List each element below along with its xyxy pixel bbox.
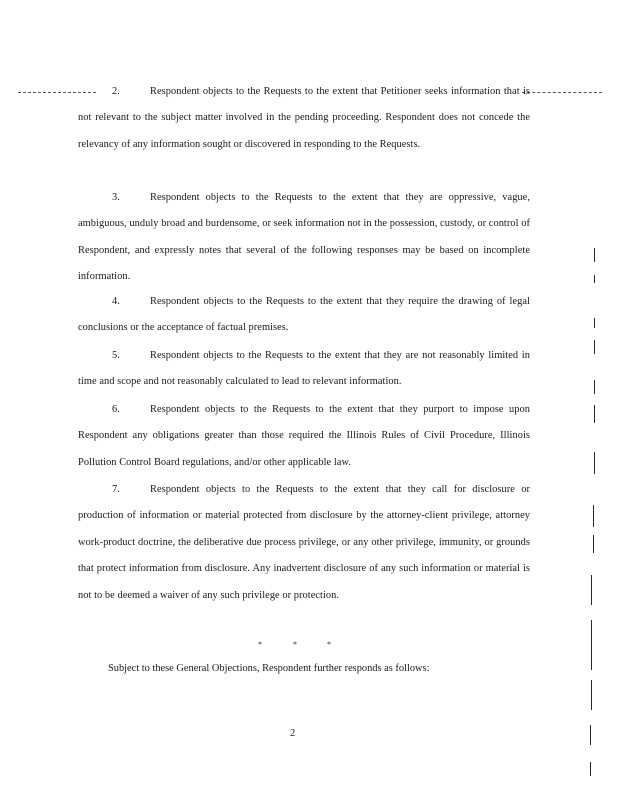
scan-artifact-mark — [593, 505, 594, 527]
objection-paragraph-4 — [78, 289, 530, 342]
scan-artifact-mark — [594, 248, 595, 262]
scan-artifact-mark — [594, 275, 595, 283]
paragraph-text: Respondent objects to the Requests to the extent that they purport to impose upon Respondent any obligations greater than those required the Illinois Rules of Civil Procedure, Illinois Pollution Control Board regulations, and/or other applicable law. — [78, 404, 530, 468]
paragraph-number: 7. — [112, 484, 120, 495]
objection-paragraph-2 — [78, 79, 530, 158]
separator-star: * — [293, 640, 297, 649]
section-separator — [0, 640, 619, 654]
paragraph-number: 3. — [112, 192, 120, 203]
scan-artifact-mark — [594, 452, 595, 474]
scan-artifact-mark — [594, 340, 595, 354]
paragraph-text: Respondent objects to the Requests to the extent that they are not reasonably limited in time and scope and not reasonably calculated to lead to relevant information. — [78, 350, 530, 388]
separator-star: * — [327, 640, 331, 649]
scan-artifact-dash-right — [522, 92, 602, 94]
paragraph-number: 2. — [112, 86, 120, 97]
objection-paragraph-6 — [78, 397, 530, 476]
paragraph-number: 4. — [112, 296, 120, 307]
scan-artifact-mark — [594, 318, 595, 328]
paragraph-text: Respondent objects to the Requests to the extent that they are oppressive, vague, ambiguous, unduly broad and burdensome, or seek information not in the possession, custody, or control of Respondent, and expressly notes that several of the following responses may be based on incomplete information. — [78, 192, 530, 283]
objection-paragraph-7 — [78, 477, 530, 609]
scan-artifact-mark — [591, 575, 592, 605]
paragraph-text: Respondent objects to the Requests to the extent that Petitioner seeks information that is not relevant to the subject matter involved in the pending proceeding. Respondent does not concede the relevancy of any information sought or discovered in responding to the Requests. — [78, 86, 530, 150]
scan-artifact-mark — [594, 405, 595, 423]
paragraph-number: 6. — [112, 404, 120, 415]
scan-artifact-mark — [594, 380, 595, 394]
separator-star: * — [258, 640, 262, 649]
objection-paragraph-5 — [78, 343, 530, 396]
scan-artifact-mark — [591, 680, 592, 710]
closing-statement: Subject to these General Objections, Respondent further responds as follows: — [108, 663, 430, 674]
scan-artifact-mark — [590, 725, 591, 745]
scan-artifact-mark — [590, 762, 591, 776]
page-number: 2 — [290, 728, 296, 739]
paragraph-number: 5. — [112, 350, 120, 361]
paragraph-text: Respondent objects to the Requests to the extent that they call for disclosure or production of information or material protected from disclosure by the attorney-client privilege, attorney work-product doctrine, the deliberative due process privilege, or any other privilege, immunity, or grounds that protect information from disclosure. Any inadvertent disclosure of any such information or material is not to be deemed a waiver of any such privilege or protection. — [78, 484, 530, 601]
objection-paragraph-3 — [78, 185, 530, 291]
scan-artifact-mark — [593, 535, 594, 553]
paragraph-text: Respondent objects to the Requests to the extent that they require the drawing of legal conclusions or the acceptance of factual premises. — [78, 296, 530, 334]
